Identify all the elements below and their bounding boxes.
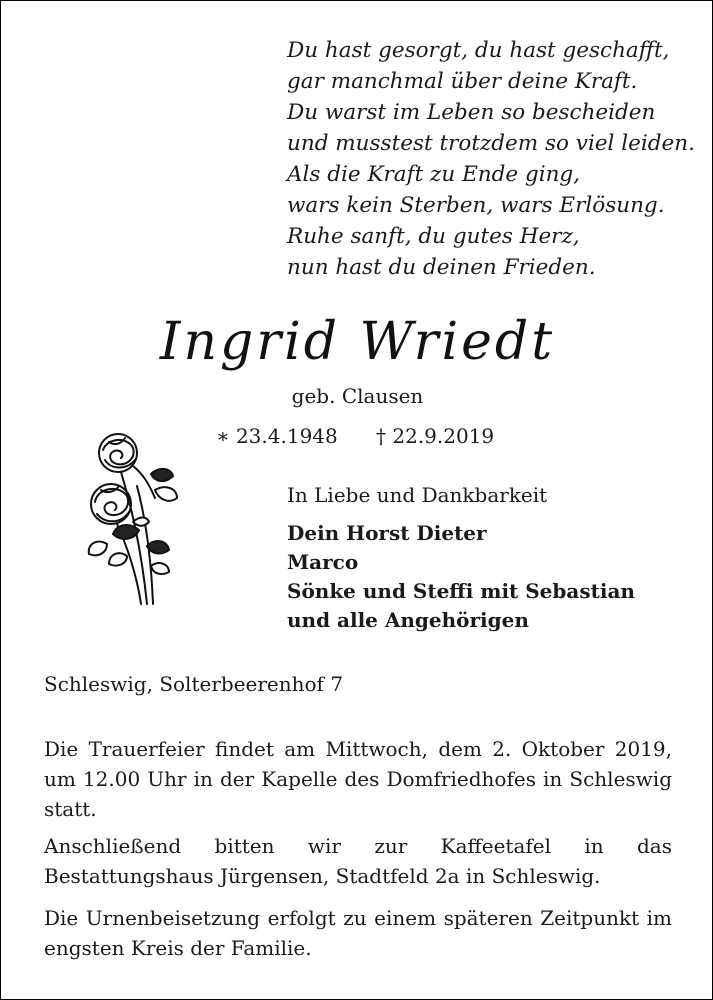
poem-line: Ruhe sanft, du gutes Herz, bbox=[287, 224, 580, 249]
signers bbox=[287, 519, 635, 635]
reception-notice: Anschließend bitten wir zur Kaffeetafel in das Bestattungshaus Jürgensen, Stadtfeld 2a in Schleswig. bbox=[44, 834, 672, 888]
funeral-notice: Die Trauerfeier findet am Mittwoch, dem 2. Oktober 2019, um 12.00 Uhr in der Kapelle des Domfriedhofes in Schleswig statt. bbox=[44, 737, 672, 821]
signer-name: Dein Horst Dieter bbox=[287, 521, 487, 545]
signer-name: und alle Angehörigen bbox=[287, 608, 529, 632]
poem-line: Du hast gesorgt, du hast geschafft, bbox=[287, 38, 670, 63]
birth-name: geb. Clausen bbox=[291, 384, 424, 408]
poem-line: Als die Kraft zu Ende ging, bbox=[287, 162, 581, 187]
urn-notice: Die Urnenbeisetzung erfolgt zu einem späteren Zeitpunkt im engsten Kreis der Familie. bbox=[44, 906, 672, 960]
birth-date: ∗ 23.4.1948 bbox=[216, 424, 338, 448]
signature-intro: In Liebe und Dankbarkeit bbox=[287, 483, 548, 507]
poem-line: wars kein Sterben, wars Erlösung. bbox=[287, 193, 665, 218]
rose-icon bbox=[81, 426, 201, 606]
poem-line: und musstest trotzdem so viel leiden. bbox=[287, 131, 695, 156]
signer-name: Marco bbox=[287, 550, 359, 574]
poem-line: gar manchmal über deine Kraft. bbox=[287, 69, 638, 94]
address: Schleswig, Solterbeerenhof 7 bbox=[44, 672, 344, 696]
poem bbox=[287, 35, 695, 283]
deceased-name: Ingrid Wriedt bbox=[159, 312, 556, 372]
poem-line: Du warst im Leben so bescheiden bbox=[287, 100, 656, 125]
poem-line: nun hast du deinen Frieden. bbox=[287, 255, 596, 280]
signer-name: Sönke und Steffi mit Sebastian bbox=[287, 579, 635, 603]
death-date: † 22.9.2019 bbox=[376, 424, 495, 448]
